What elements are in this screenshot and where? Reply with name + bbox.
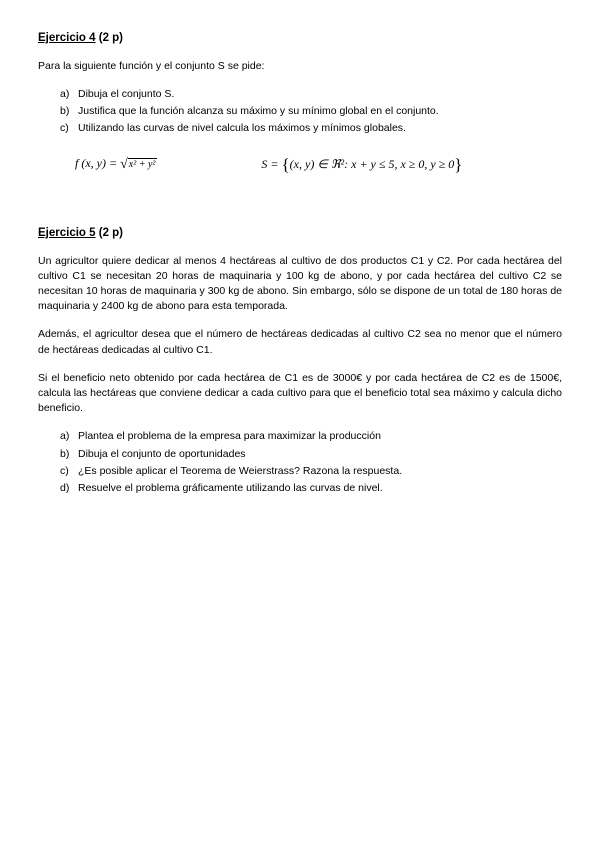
- list-item: [38, 104, 562, 119]
- item-label: c): [60, 464, 69, 477]
- exercise5-points: (2 p): [95, 226, 124, 239]
- item-label: b): [60, 447, 70, 460]
- exercise4-formulas: [75, 155, 562, 175]
- exercise5-paragraph-3: Si el beneficio neto obtenido por cada hectárea de C1 es de 3000€ y por cada hectárea de C2 es de 1500€, calcula las hectáreas que conviene dedicar a cada cultivo para que el beneficio total sea máximo y calcula dicho beneficio.: [38, 371, 562, 415]
- exercise4-title: [38, 30, 562, 47]
- exercise4-item-list: [38, 87, 562, 137]
- list-item: [38, 429, 562, 444]
- item-text: Dibuja el conjunto S.: [78, 87, 175, 100]
- exercise4-title-text: Ejercicio 4: [38, 32, 96, 44]
- item-text: Plantea el problema de la empresa para maximizar la producción: [78, 430, 381, 443]
- list-item: [38, 464, 562, 479]
- item-text: Dibuja el conjunto de oportunidades: [78, 447, 246, 460]
- right-brace: }: [454, 155, 463, 174]
- item-label: b): [60, 105, 70, 118]
- function-formula: [75, 155, 157, 175]
- exercise5-item-list: [38, 429, 562, 496]
- list-item: [38, 481, 562, 496]
- exercise5-title-text: Ejercicio 5: [38, 226, 96, 239]
- item-label: d): [60, 482, 70, 495]
- exercise5-paragraph-2: Además, el agricultor desea que el número de hectáreas dedicadas al cultivo C2 sea no menor que el número de hectáreas dedicadas al cultivo C1.: [38, 328, 562, 356]
- item-label: a): [60, 87, 70, 100]
- exercise5-section: [38, 225, 562, 497]
- exercise4-points: (2 p): [95, 32, 124, 44]
- list-item: [38, 447, 562, 462]
- exercise4-intro: Para la siguiente función y el conjunto S se pide:: [38, 59, 265, 72]
- sqrt-symbol: √: [120, 156, 128, 172]
- item-text: Resuelve el problema gráficamente utilizando las curvas de nivel.: [78, 482, 383, 495]
- list-item: [38, 121, 562, 136]
- item-text: Justifica que la función alcanza su máximo y su mínimo global en el conjunto.: [78, 105, 439, 118]
- radicand: x² + y²: [128, 158, 156, 170]
- set-lhs: S =: [261, 157, 282, 171]
- item-text: Utilizando las curvas de nivel calcula los máximos y mínimos globales.: [78, 122, 406, 135]
- item-label: c): [60, 122, 69, 135]
- section-spacer: [38, 175, 562, 225]
- exercise5-paragraph-1: Un agricultor quiere dedicar al menos 4 hectáreas al cultivo de dos productos C1 y C2. Por cada hectárea del cultivo C1 se necesitan 20 horas de maquinaria y 100 kg de abono, y por cada hectárea del cultivo C2 se necesitan 10 horas de maquinaria y 300 kg de abono. Sin embargo, sólo se dispone de un total de 180 horas de maquinaria y 2400 kg de abono para esta temporada.: [38, 254, 562, 313]
- left-brace: {: [281, 155, 290, 174]
- set-content: (x, y) ∈ ℜ²: x + y ≤ 5, x ≥ 0, y ≥ 0: [289, 157, 455, 171]
- list-item: [38, 87, 562, 102]
- item-text: ¿Es posible aplicar el Teorema de Weierstrass? Razona la respuesta.: [78, 464, 403, 477]
- set-definition-formula: [261, 156, 462, 173]
- function-lhs: f (x, y) =: [75, 155, 121, 170]
- item-label: a): [60, 430, 70, 443]
- exercise5-title: [38, 225, 562, 242]
- exercise4-section: [38, 30, 562, 175]
